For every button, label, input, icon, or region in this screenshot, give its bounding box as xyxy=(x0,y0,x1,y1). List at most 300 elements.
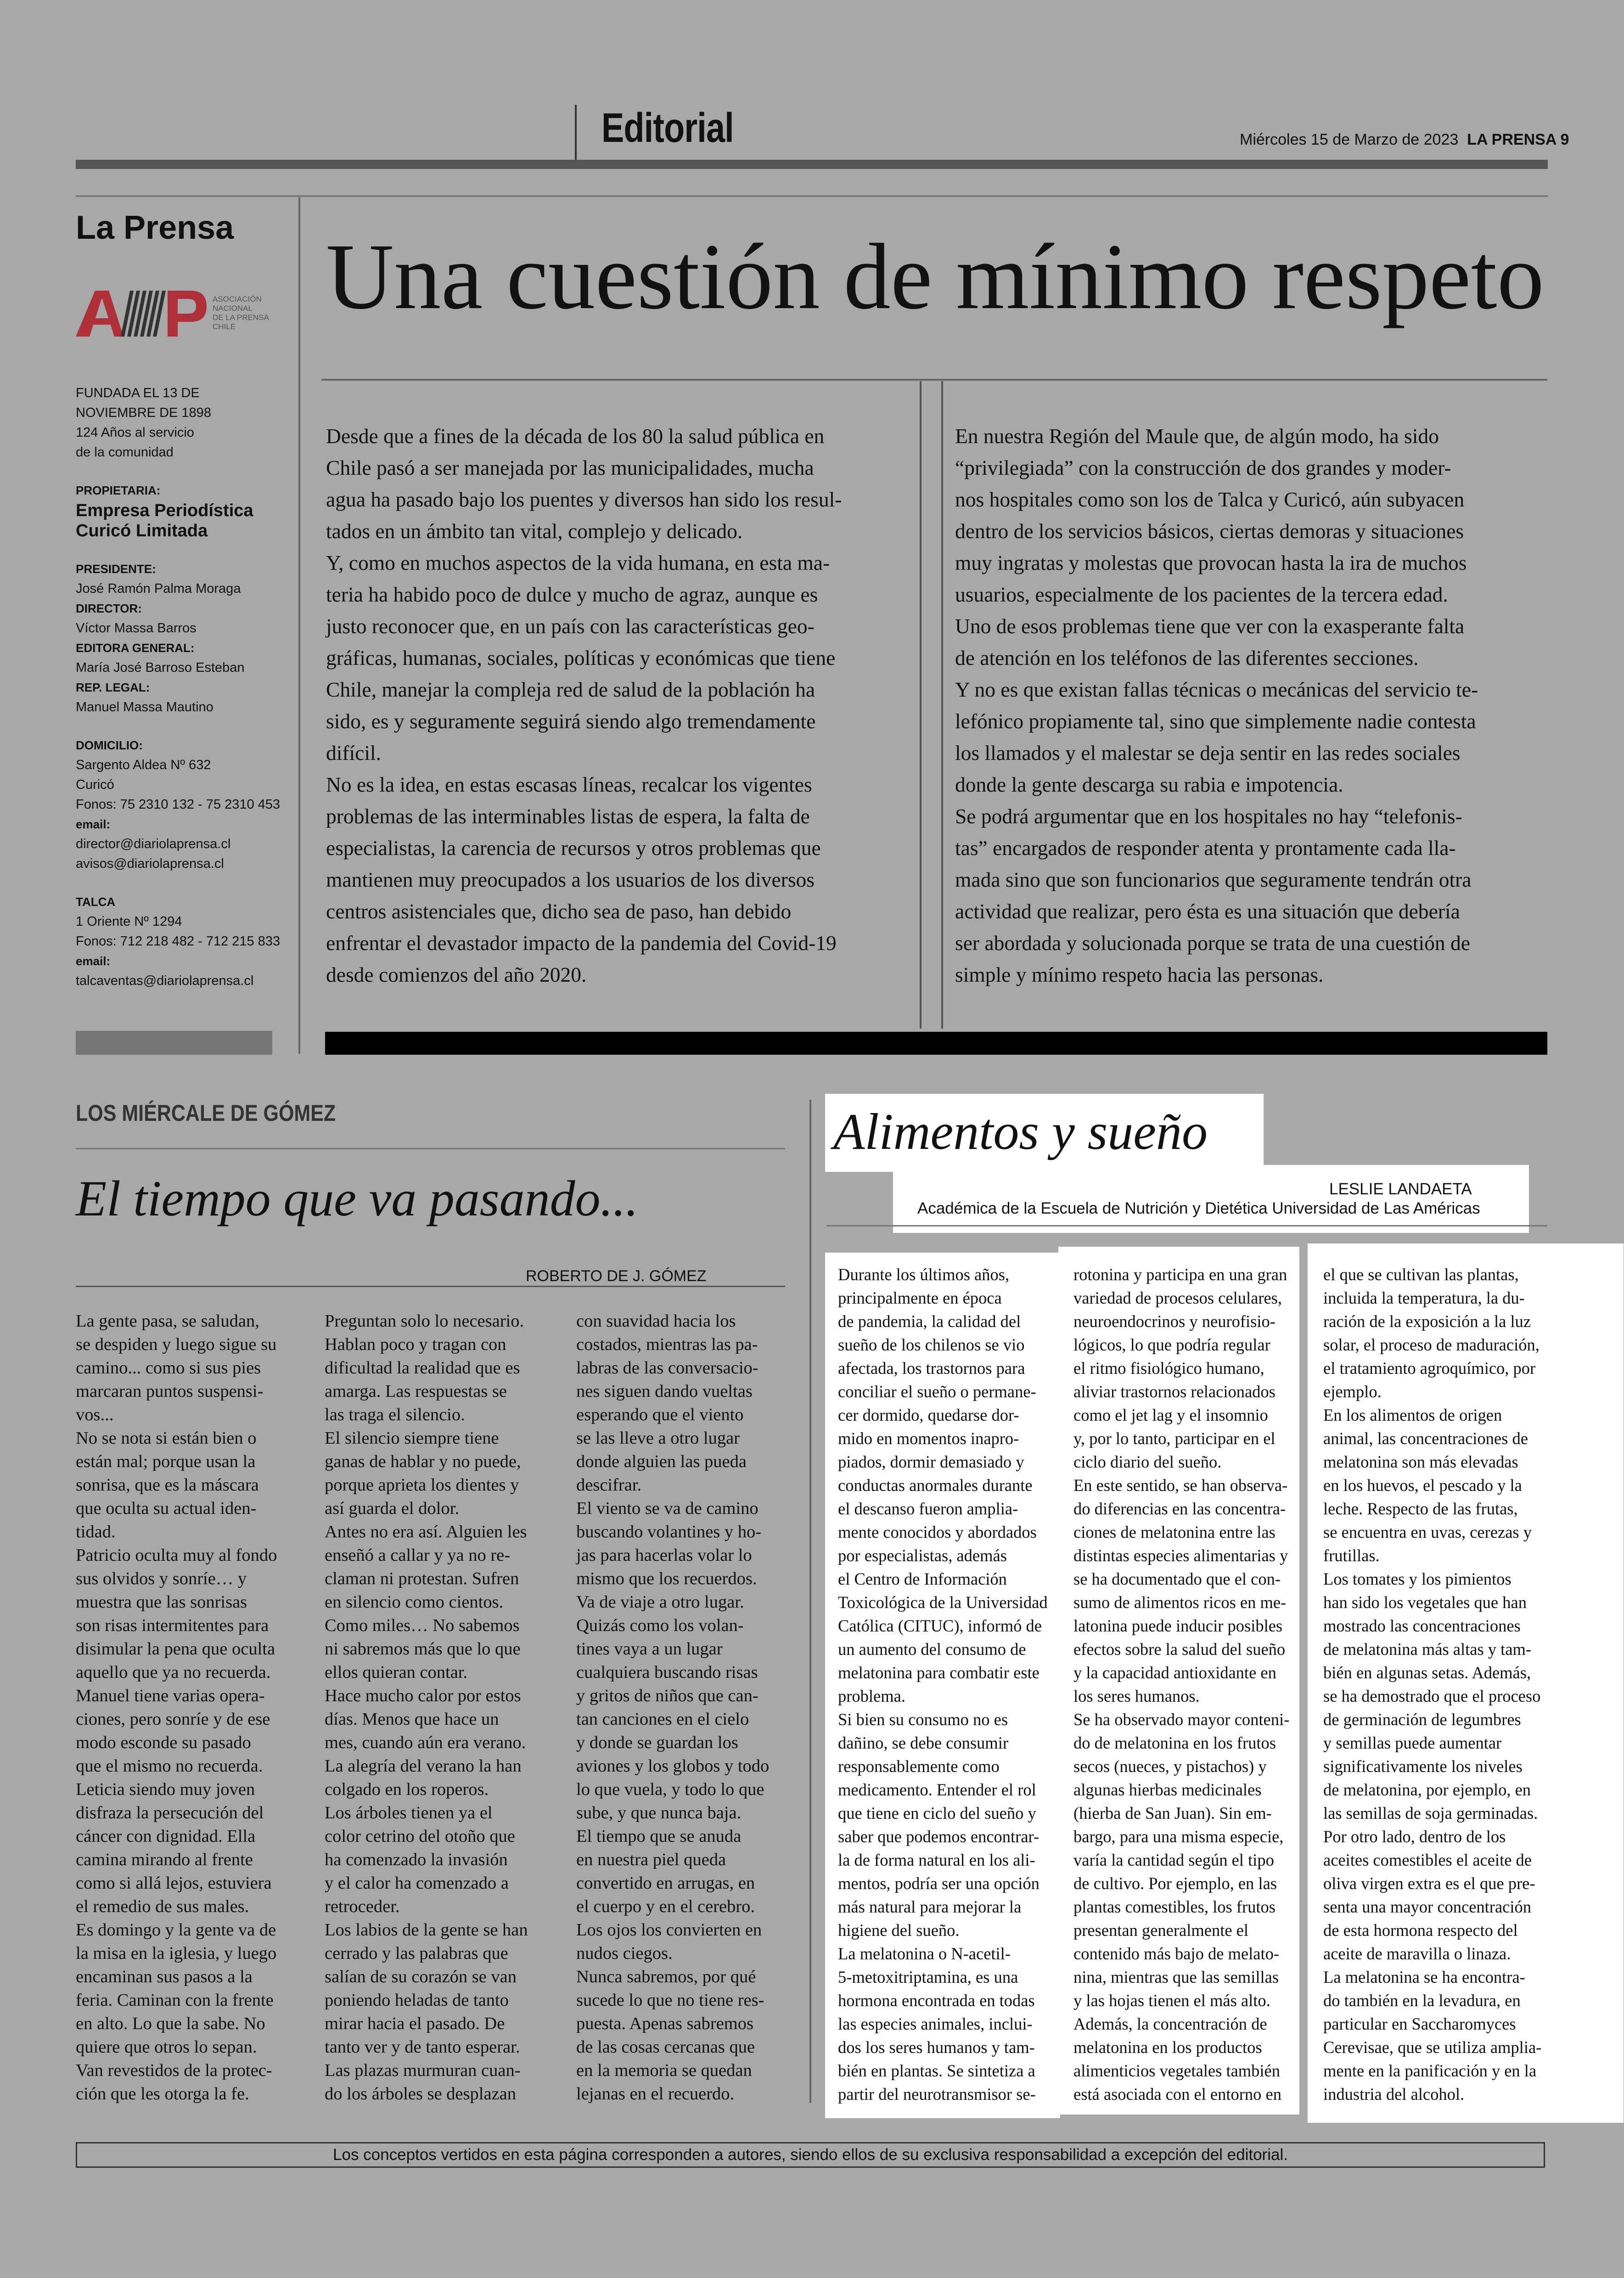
text-line: problema. xyxy=(838,1687,905,1705)
text-line: Católica (CITUC), informó de xyxy=(838,1616,1042,1635)
text-line: Por otro lado, dentro de los xyxy=(1323,1827,1506,1846)
text-line: especialistas, la carencia de recursos y otros problemas que xyxy=(326,836,821,860)
text-line: porque aprieta los dientes y xyxy=(325,1475,519,1495)
text-line: muy ingratas y molestas que provocan hasta la ira de muchos xyxy=(955,551,1467,574)
text-line: donde alguien las pueda xyxy=(576,1452,747,1471)
text-line: de atención en los teléfonos de las diferentes secciones. xyxy=(955,646,1419,669)
address-line: Fonos: 75 2310 132 - 75 2310 453 xyxy=(76,797,281,812)
text-line: mostrado las concentraciones xyxy=(1323,1616,1521,1635)
editorial-column-2 xyxy=(955,420,1478,990)
staff-name: José Ramón Palma Moraga xyxy=(76,581,241,596)
masthead-gray-bar xyxy=(76,1031,272,1055)
text-line: Se podrá argumentar que en los hospitales no hay “telefonis- xyxy=(955,804,1462,828)
text-line: Los labios de la gente se han xyxy=(325,1920,528,1940)
address-label: DOMICILIO: xyxy=(76,738,143,752)
text-line: ellos quieran contar. xyxy=(325,1663,468,1682)
text-line: por especialistas, además xyxy=(838,1546,1007,1565)
text-line: quiere que otros lo sepan. xyxy=(76,2037,257,2057)
talca-label: TALCA xyxy=(76,895,116,909)
text-line: do también en la levadura, en xyxy=(1323,1991,1521,2010)
text-line: No se nota si están bien o xyxy=(76,1429,257,1448)
text-line: mentos, podría ser una opción xyxy=(838,1874,1040,1893)
text-line: ciones, pero sonríe y de ese xyxy=(76,1710,270,1729)
text-line: mido en momentos inapro- xyxy=(838,1429,1019,1448)
article-rule xyxy=(826,1225,1547,1226)
text-line: mantienen muy preocupados a los usuarios de los diversos xyxy=(326,868,815,891)
text-line: el descanso fueron amplia- xyxy=(838,1499,1018,1518)
founded-line: de la comunidad xyxy=(76,445,174,460)
text-line: melatonina son más elevadas xyxy=(1323,1452,1518,1471)
text-line: camino... como si sus pies xyxy=(76,1358,261,1378)
text-line: sueño de los chilenos se vio xyxy=(838,1335,1025,1354)
text-line: dañino, se debe consumir xyxy=(838,1733,1008,1752)
text-line: Va de viaje a otro lugar. xyxy=(576,1592,744,1612)
founded-line: FUNDADA EL 13 DE xyxy=(76,386,200,400)
text-line: tan canciones en el cielo xyxy=(576,1710,749,1729)
text-line: Durante los últimos años, xyxy=(838,1265,1010,1284)
text-line: ción que les otorga la fe. xyxy=(76,2084,249,2104)
text-line: están mal; porque usan la xyxy=(76,1452,256,1471)
text-line: aceite de maravilla o linaza. xyxy=(1323,1944,1511,1963)
text-line: tanto ver y de tanto esperar. xyxy=(325,2037,520,2057)
text-line: incluida la temperatura, la du- xyxy=(1323,1288,1525,1307)
text-line: hormona encontrada en todas xyxy=(838,1991,1035,2010)
text-line: enseñó a callar y ya no re- xyxy=(325,1546,511,1565)
text-line: Y, como en muchos aspectos de la vida humana, en esta ma- xyxy=(326,551,830,574)
text-line: y semillas puede aumentar xyxy=(1323,1733,1502,1752)
article-byline-box xyxy=(893,1165,1529,1233)
text-line: cualquiera buscando risas xyxy=(576,1663,758,1682)
text-line: se despiden y luego sigue su xyxy=(76,1335,277,1354)
text-line: marcaran puntos suspensi- xyxy=(76,1382,264,1401)
text-line: neuroendocrinos y neurofisio- xyxy=(1073,1312,1276,1331)
article-body-1 xyxy=(838,1263,1048,2106)
text-line: se encuentra en uvas, cerezas y xyxy=(1323,1523,1532,1541)
text-line: mente conocidos y abordados xyxy=(838,1523,1037,1541)
founded-line: 124 Años al servicio xyxy=(76,425,194,440)
text-line: Además, la concentración de xyxy=(1073,2014,1267,2033)
text-line: distintas especies alimentarias y xyxy=(1073,1546,1288,1565)
text-line: en silencio como cientos. xyxy=(325,1592,504,1612)
text-line: desde comienzos del año 2020. xyxy=(326,963,587,986)
text-line: El viento se va de camino xyxy=(576,1499,759,1518)
text-line: y, por lo tanto, participar en el xyxy=(1073,1429,1276,1448)
owner-label: PROPIETARIA: xyxy=(76,484,161,497)
owner-name: Empresa Periodística xyxy=(76,501,253,520)
text-line: Quizás como los volan- xyxy=(576,1616,744,1635)
text-line: do diferencias en las concentra- xyxy=(1073,1499,1286,1518)
text-line: Nunca sabremos, por qué xyxy=(576,1967,756,1986)
text-line: Se ha observado mayor conteni- xyxy=(1073,1710,1290,1729)
text-line: mada sino que son funcionarios que seguramente tendrán otra xyxy=(955,868,1472,891)
text-line: contenido más bajo de melato- xyxy=(1073,1944,1279,1963)
text-line: ciclo diario del sueño. xyxy=(1073,1452,1222,1471)
text-line: solar, el proceso de maduración, xyxy=(1323,1335,1540,1354)
editorial-column-rule xyxy=(920,381,922,1029)
text-line: como si allá lejos, estuviera xyxy=(76,1873,272,1893)
text-line: Los ojos los convierten en xyxy=(576,1920,762,1940)
text-line: alimenticios vegetales también xyxy=(1073,2061,1281,2080)
paper-page-label: LA PRENSA 9 xyxy=(1467,131,1569,148)
column-kicker: LOS MIÉRCALE DE GÓMEZ xyxy=(76,1100,336,1126)
text-line: “privilegiada” con la construcción de dos grandes y moder- xyxy=(955,456,1451,479)
text-line: se ha documentado que el con- xyxy=(1073,1569,1281,1588)
text-line: aceites comestibles el aceite de xyxy=(1323,1851,1532,1869)
text-line: (hierba de San Juan). Sin em- xyxy=(1073,1804,1272,1822)
text-line: camina mirando al frente xyxy=(76,1850,253,1869)
text-line: esperando que el viento xyxy=(576,1405,744,1424)
text-line: de pandemia, la calidad del xyxy=(838,1312,1021,1331)
text-line: disimular la pena que oculta xyxy=(76,1639,275,1659)
text-line: bién en algunas setas. Además, xyxy=(1323,1663,1531,1682)
text-line: melatonina en los productos xyxy=(1073,2038,1262,2057)
text-line: Preguntan solo lo necesario. xyxy=(325,1311,524,1331)
text-line: Si bien su consumo no es xyxy=(838,1710,1008,1729)
address-line: Sargento Aldea Nº 632 xyxy=(76,758,211,772)
text-line: frutillas. xyxy=(1323,1546,1380,1565)
text-line: algunas hierbas medicinales xyxy=(1073,1780,1262,1799)
staff-label: EDITORA GENERAL: xyxy=(76,641,195,655)
text-line: bién en plantas. Se sintetiza a xyxy=(838,2061,1035,2080)
text-line: el tratamiento agroquímico, por xyxy=(1323,1359,1536,1378)
text-line: El silencio siempre tiene xyxy=(325,1429,499,1448)
text-line: plantas comestibles, los frutos xyxy=(1073,1897,1276,1916)
text-line: La alegría del verano la han xyxy=(325,1756,522,1776)
email-label: email: xyxy=(76,817,111,831)
text-line: los seres humanos. xyxy=(1073,1687,1200,1705)
article-title: Alimentos y sueño xyxy=(833,1103,1208,1160)
text-line: con suavidad hacia los xyxy=(576,1311,736,1331)
text-line: Chile, manejar la compleja red de salud de la población ha xyxy=(326,678,815,701)
text-line: encaminan sus pasos a la xyxy=(76,1967,253,1986)
text-line: efectos sobre la salud del sueño xyxy=(1073,1640,1286,1659)
text-line: simple y mínimo respeto hacia las personas. xyxy=(955,963,1324,986)
text-line: bargo, para una misma especie, xyxy=(1073,1827,1284,1846)
text-line: nina, mientras que las semillas xyxy=(1073,1968,1279,1986)
text-line: Toxicológica de la Universidad xyxy=(838,1593,1048,1612)
text-line: dificultad la realidad que es xyxy=(325,1358,520,1378)
editorial-bottom-bar xyxy=(325,1032,1547,1055)
text-line: muestra que las sonrisas xyxy=(76,1592,247,1612)
text-line: senta una mayor concentración xyxy=(1323,1897,1532,1916)
editorial-column-1 xyxy=(326,420,842,990)
text-line: aviones y los globos y todo xyxy=(576,1756,770,1776)
text-line: do los árboles se desplazan xyxy=(325,2084,516,2104)
text-line: En los alimentos de origen xyxy=(1323,1406,1502,1424)
editorial-rule xyxy=(321,379,1547,381)
text-line: Van revestidos de la protec- xyxy=(76,2061,272,2080)
column-body-1 xyxy=(76,1310,277,2106)
text-line: que oculta su actual iden- xyxy=(76,1499,257,1518)
text-line: lo que vuela, y todo lo que xyxy=(576,1780,764,1799)
staff-name: Manuel Massa Mautino xyxy=(76,700,214,714)
article-affiliation: Académica de la Escuela de Nutrición y Dietética Universidad de Las Américas xyxy=(917,1199,1480,1217)
talca-line: 1 Oriente Nº 1294 xyxy=(76,914,182,929)
text-line: y la capacidad antioxidante en xyxy=(1073,1663,1276,1682)
text-line: nos hospitales como son los de Talca y Curicó, aún subyacen xyxy=(955,488,1465,511)
text-line: saber que podemos encontrar- xyxy=(838,1827,1040,1846)
text-line: que tiene en ciclo del sueño y xyxy=(838,1804,1036,1822)
text-line: vos... xyxy=(76,1405,114,1424)
text-line: ejemplo. xyxy=(1323,1382,1382,1401)
text-line: dos los seres humanos y tam- xyxy=(838,2038,1035,2057)
text-line: de melatonina, por ejemplo, en xyxy=(1323,1780,1531,1799)
owner-name: Curicó Limitada xyxy=(76,521,208,540)
staff-label: REP. LEGAL: xyxy=(76,681,150,694)
text-line: Cerevisae, que se utiliza amplia- xyxy=(1323,2038,1542,2057)
text-line: partir del neurotransmisor se- xyxy=(838,2085,1036,2104)
text-line: de esta hormona respecto del xyxy=(1323,1921,1518,1940)
text-line: higiene del sueño. xyxy=(838,1921,960,1940)
text-line: en nuestra piel queda xyxy=(576,1850,726,1869)
text-line: problemas de las interminables listas de espera, la falta de xyxy=(326,804,810,828)
thin-rule xyxy=(76,195,1548,197)
text-line: No es la idea, en estas escasas líneas, recalcar los vigentes xyxy=(326,773,812,796)
text-line: puesta. Apenas sabremos xyxy=(576,2014,753,2033)
text-line: la misa en la iglesia, y luego xyxy=(76,1944,277,1963)
text-line: claman ni protestan. Sufren xyxy=(325,1569,519,1588)
text-line: gráficas, humanas, sociales, políticas y económicas que tiene xyxy=(326,646,836,669)
text-line: disfraza la persecución del xyxy=(76,1803,264,1822)
text-line: feria. Caminan con la frente xyxy=(76,1991,274,2010)
text-line: color cetrino del otoño que xyxy=(325,1827,515,1846)
text-line: labras de las conversacio- xyxy=(576,1358,759,1378)
text-line: retroceder. xyxy=(325,1897,400,1916)
masthead-rule xyxy=(298,197,300,1054)
text-line: variedad de procesos celulares, xyxy=(1073,1288,1282,1307)
article-body-2 xyxy=(1073,1263,1289,2106)
text-line: conductas anormales durante xyxy=(838,1476,1033,1495)
text-line: convertido en arrugas, en xyxy=(576,1873,755,1893)
text-line: ciones de melatonina entre las xyxy=(1073,1523,1276,1541)
text-line: aquello que ya no recuerda. xyxy=(76,1663,271,1682)
text-line: tados en un ámbito tan vital, complejo y delicado. xyxy=(326,519,743,543)
text-line: usuarios, especialmente de los pacientes de la tercera edad. xyxy=(955,583,1448,606)
text-line: y donde se guardan los xyxy=(576,1733,738,1752)
text-line: colgado en los roperos. xyxy=(325,1780,489,1799)
text-line: enfrentar el devastador impacto de la pandemia del Covid-19 xyxy=(326,931,837,955)
staff-label: DIRECTOR: xyxy=(76,602,142,615)
staff-name: María José Barroso Esteban xyxy=(76,660,245,675)
text-line: Hace mucho calor por estos xyxy=(325,1686,521,1705)
text-line: tas” encargados de responder atenta y prontamente cada lla- xyxy=(955,836,1456,860)
top-rule xyxy=(76,160,1548,169)
text-line: amarga. Las respuestas se xyxy=(325,1382,507,1401)
text-line: en los huevos, el pescado y la xyxy=(1323,1476,1522,1495)
text-line: Uno de esos problemas tiene que ver con la exasperante falta xyxy=(955,614,1465,638)
text-line: mismo que los recuerdos. xyxy=(576,1569,757,1588)
text-line: han sido los vegetales que han xyxy=(1323,1593,1527,1612)
text-line: de las cosas cercanas que xyxy=(576,2037,755,2057)
column-body-2 xyxy=(325,1310,528,2106)
text-line: tines vaya a un lugar xyxy=(576,1639,723,1659)
text-line: sumo de alimentos ricos en me- xyxy=(1073,1593,1287,1612)
text-line: los llamados y el malestar se deja sentir en las redes sociales xyxy=(955,741,1461,765)
text-line: jas para hacerlas volar lo xyxy=(576,1546,752,1565)
text-line: en la memoria se quedan xyxy=(576,2061,752,2080)
text-line: cer dormido, quedarse dor- xyxy=(838,1406,1019,1424)
text-line: varía la cantidad según el tipo xyxy=(1073,1851,1274,1869)
text-line: Manuel tiene varias opera- xyxy=(76,1686,265,1705)
text-line: oliva virgen extra es el que pre- xyxy=(1323,1874,1535,1893)
text-line: de germinación de legumbres xyxy=(1323,1710,1521,1729)
text-line: mirar hacia el pasado. De xyxy=(325,2014,505,2033)
text-line: actividad que realizar, pero ésta es una situación que debería xyxy=(955,900,1460,923)
text-line: mes, cuando aún era verano. xyxy=(325,1733,526,1752)
text-line: de cultivo. Por ejemplo, en las xyxy=(1073,1874,1277,1893)
email-link[interactable]: director@diariolaprensa.cl xyxy=(76,837,231,851)
text-line: lógicos, lo que podría regular xyxy=(1073,1335,1270,1354)
text-line: Las plazas murmuran cuan- xyxy=(325,2061,521,2080)
text-line: buscando volantines y ho- xyxy=(576,1522,762,1541)
talca-line: Fonos: 712 218 482 - 712 215 833 xyxy=(76,934,281,949)
section-title: Editorial xyxy=(601,105,734,151)
text-line: Los árboles tienen ya el xyxy=(325,1803,493,1822)
text-line: ración de la exposición a la luz xyxy=(1323,1312,1531,1331)
text-line: el ritmo fisiológico humano, xyxy=(1073,1359,1264,1378)
address-line: Curicó xyxy=(76,777,114,792)
text-line: sonrisa, que es la máscara xyxy=(76,1475,259,1495)
email-link[interactable]: talcaventas@diariolaprensa.cl xyxy=(76,973,254,988)
text-line: sido, es y seguramente seguirá siendo algo tremendamente xyxy=(326,709,816,733)
text-line: lejanas en el recuerdo. xyxy=(576,2084,735,2104)
column-rule xyxy=(76,1148,785,1149)
header-dateline xyxy=(1240,131,1569,149)
text-line: son risas intermitentes para xyxy=(76,1616,269,1635)
text-line: sus olvidos y sonríe… y xyxy=(76,1569,247,1588)
text-line: ni sabremos más que lo que xyxy=(325,1639,521,1659)
text-line: afectada, los trastornos para xyxy=(838,1359,1025,1378)
text-line: rotonina y participa en una gran xyxy=(1073,1265,1287,1284)
column-author: ROBERTO DE J. GÓMEZ xyxy=(526,1267,707,1285)
text-line: teria ha habido poco de dulce y mucho de agraz, aunque es xyxy=(326,583,818,606)
text-line: 5-metoxitriptamina, es una xyxy=(838,1968,1018,1986)
text-line: ganas de hablar y no puede, xyxy=(325,1452,521,1471)
text-line: y el calor ha comenzado a xyxy=(325,1873,509,1893)
text-line: las semillas de soja germinadas. xyxy=(1323,1804,1538,1822)
text-line: aliviar trastornos relacionados xyxy=(1073,1382,1276,1401)
issue-date: Miércoles 15 de Marzo de 2023 xyxy=(1240,131,1459,148)
text-line: se las lleve a otro lugar xyxy=(576,1429,740,1448)
text-line: un aumento del consumo de xyxy=(838,1640,1026,1659)
svg-text:DE LA PRENSA: DE LA PRENSA xyxy=(213,313,269,322)
text-line: y gritos de niños que can- xyxy=(576,1686,759,1705)
text-line: piados, dormir demasiado y xyxy=(838,1452,1024,1471)
svg-text:NACIONAL: NACIONAL xyxy=(213,304,253,313)
text-line: La melatonina o N-acetil- xyxy=(838,1944,1011,1963)
center-rule xyxy=(809,1100,811,2103)
text-line: responsablemente como xyxy=(838,1757,1000,1776)
text-line: donde la gente descarga su rabia e impotencia. xyxy=(955,773,1343,796)
text-line: Antes no era así. Alguien les xyxy=(325,1522,527,1541)
text-line: nudos ciegos. xyxy=(576,1944,673,1963)
text-line: justo reconocer que, en un país con las características geo- xyxy=(326,614,815,638)
text-line: y las hojas tienen el más alto. xyxy=(1073,1991,1270,2010)
text-line: de melatonina más altas y tam- xyxy=(1323,1640,1532,1659)
footer-disclaimer: Los conceptos vertidos en esta página corresponden a autores, siendo ellos de su exclusiva responsabilidad a excepción del editorial. xyxy=(333,2146,1288,2164)
text-line: costados, mientras las pa- xyxy=(576,1335,758,1354)
text-line: Hablan poco y tragan con xyxy=(325,1335,506,1354)
text-line: dentro de los servicios básicos, ciertas demoras y situaciones xyxy=(955,519,1464,543)
svg-text:CHILE: CHILE xyxy=(213,322,236,331)
column-title: El tiempo que va pasando... xyxy=(76,1170,639,1226)
text-line: Chile pasó a ser manejada por las municipalidades, mucha xyxy=(326,456,814,479)
text-line: cáncer con dignidad. Ella xyxy=(76,1827,256,1846)
logo-caption: ASOCIACIÓN xyxy=(213,295,262,304)
article-body-3 xyxy=(1323,1263,1541,2106)
text-line: en alto. Lo que la sabe. No xyxy=(76,2014,265,2033)
text-line: lefónico propiamente tal, sino que simplemente nadie contesta xyxy=(955,709,1476,733)
editorial-headline: Una cuestión de mínimo respeto xyxy=(326,225,1544,329)
text-line: las traga el silencio. xyxy=(325,1405,465,1424)
text-line: animal, las concentraciones de xyxy=(1323,1429,1528,1448)
text-line: modo esconde su pasado xyxy=(76,1733,251,1752)
text-line: difícil. xyxy=(326,741,382,765)
text-line: las especies animales, inclui- xyxy=(838,2014,1033,2033)
text-line: descifrar. xyxy=(576,1475,642,1495)
text-line: está asociada con el entorno en xyxy=(1073,2085,1282,2104)
text-line: mente en la panificación y en la xyxy=(1323,2061,1537,2080)
text-line: más natural para mejorar la xyxy=(838,1897,1022,1916)
text-line: poniendo heladas de tanto xyxy=(325,1991,509,2010)
staff-label: PRESIDENTE: xyxy=(76,562,156,576)
text-line: ha comenzado la invasión xyxy=(325,1850,508,1869)
text-line: la de forma natural en los ali- xyxy=(838,1851,1035,1869)
text-line: tidad. xyxy=(76,1522,116,1541)
text-line: centros asistenciales que, dicho sea de paso, han debido xyxy=(326,900,792,923)
text-line: agua ha pasado bajo los puentes y diversos han sido los resul- xyxy=(326,488,842,511)
text-line: Patricio oculta muy al fondo xyxy=(76,1546,277,1565)
text-line: Desde que a fines de la década de los 80 la salud pública en xyxy=(326,424,825,448)
text-line: días. Menos que hace un xyxy=(325,1710,499,1729)
text-line: medicamento. Entender el rol xyxy=(838,1780,1036,1799)
text-line: latonina puede inducir posibles xyxy=(1073,1616,1283,1635)
text-line: como el jet lag y el insomnio xyxy=(1073,1406,1268,1424)
text-line: principalmente en época xyxy=(838,1288,1002,1307)
article-author: LESLIE LANDAETA xyxy=(1329,1180,1472,1198)
masthead-info xyxy=(76,383,292,991)
text-line: El tiempo que se anuda xyxy=(576,1827,742,1846)
column-body-3 xyxy=(576,1310,769,2106)
email-link[interactable]: avisos@diariolaprensa.cl xyxy=(76,856,224,871)
text-line: el que se cultivan las plantas, xyxy=(1323,1265,1519,1284)
masthead-name: La Prensa xyxy=(76,209,234,246)
text-line: melatonina para combatir este xyxy=(838,1663,1040,1682)
text-line: En nuestra Región del Maule que, de algún modo, ha sido xyxy=(955,424,1439,448)
text-line: leche. Respecto de las frutas, xyxy=(1323,1499,1518,1518)
text-line: el cuerpo y en el cerebro. xyxy=(576,1897,755,1916)
staff-name: Víctor Massa Barros xyxy=(76,621,197,636)
text-line: La gente pasa, se saludan, xyxy=(76,1311,259,1331)
text-line: cerrado y las palabras que xyxy=(325,1944,508,1963)
text-line: se ha demostrado que el proceso xyxy=(1323,1687,1541,1705)
text-line: Es domingo y la gente va de xyxy=(76,1920,276,1940)
text-line: que el mismo no recuerda. xyxy=(76,1756,263,1776)
text-line: conciliar el sueño o permane- xyxy=(838,1382,1036,1401)
text-line: Leticia siendo muy joven xyxy=(76,1780,255,1799)
text-line: así guarda el dolor. xyxy=(325,1499,459,1518)
text-line: En este sentido, se han observa- xyxy=(1073,1476,1288,1495)
text-line: Como miles… No sabemos xyxy=(325,1616,520,1635)
text-line: sube, y que nunca baja. xyxy=(576,1803,742,1822)
header-divider xyxy=(575,105,577,160)
text-line: el remedio de sus males. xyxy=(76,1897,249,1916)
text-line: Y no es que existan fallas técnicas o mecánicas del servicio te- xyxy=(955,678,1478,701)
text-line: el Centro de Información xyxy=(838,1569,1007,1588)
text-line: sucede lo que no tiene res- xyxy=(576,1991,764,2010)
editorial-column-rule xyxy=(941,381,943,1029)
text-line: nes siguen dando vueltas xyxy=(576,1382,753,1401)
